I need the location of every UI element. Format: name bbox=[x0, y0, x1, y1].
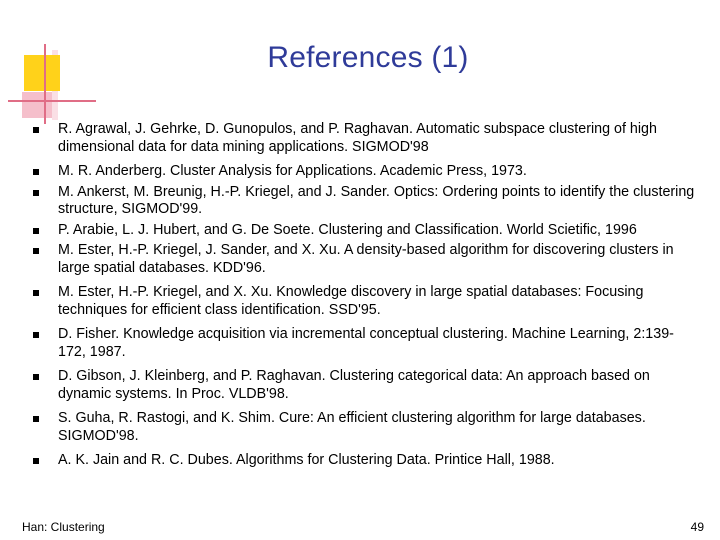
page-number: 49 bbox=[690, 520, 704, 534]
reference-text: M. R. Anderberg. Cluster Analysis for Applications. Academic Press, 1973. bbox=[58, 163, 527, 179]
reference-item bbox=[28, 368, 700, 403]
reference-item bbox=[28, 284, 700, 319]
reference-text: M. Ankerst, M. Breunig, H.-P. Kriegel, and J. Sander. Optics: Ordering points to identify the clustering structure, SIGMOD'99. bbox=[58, 183, 695, 217]
square-bullet-icon bbox=[33, 458, 39, 464]
square-bullet-icon bbox=[33, 290, 39, 296]
reference-text: M. Ester, H.-P. Kriegel, and X. Xu. Knowledge discovery in large spatial databases: Focusing techniques for efficient class identification. SSD'95. bbox=[58, 284, 644, 318]
reference-text: A. K. Jain and R. C. Dubes. Algorithms for Clustering Data. Printice Hall, 1988. bbox=[58, 452, 555, 468]
reference-item bbox=[28, 163, 700, 181]
slide-title: References (1) bbox=[267, 41, 469, 74]
reference-list bbox=[28, 121, 700, 477]
reference-text: R. Agrawal, J. Gehrke, D. Gunopulos, and P. Raghavan. Automatic subspace clustering of high dimensional data for data mining applications. SIGMOD'98 bbox=[58, 121, 657, 155]
reference-item bbox=[28, 326, 700, 361]
reference-text: M. Ester, H.-P. Kriegel, J. Sander, and X. Xu. A density-based algorithm for discovering clusters in large spatial databases. KDD'96. bbox=[58, 242, 674, 276]
reference-item bbox=[28, 184, 700, 219]
reference-item bbox=[28, 242, 700, 277]
square-bullet-icon bbox=[33, 190, 39, 196]
reference-text: P. Arabie, L. J. Hubert, and G. De Soete. Clustering and Classification. World Scietific, 1996 bbox=[58, 221, 637, 238]
reference-item bbox=[28, 222, 700, 240]
reference-item bbox=[28, 452, 700, 470]
square-bullet-icon bbox=[33, 416, 39, 422]
footer-label: Han: Clustering bbox=[22, 520, 105, 534]
square-bullet-icon bbox=[33, 127, 39, 133]
square-bullet-icon bbox=[33, 248, 39, 254]
reference-item bbox=[28, 121, 700, 156]
square-bullet-icon bbox=[33, 332, 39, 338]
reference-text: D. Gibson, J. Kleinberg, and P. Raghavan. Clustering categorical data: An approach based on dynamic systems. In Proc. VLDB'98. bbox=[58, 368, 650, 402]
reference-text: S. Guha, R. Rastogi, and K. Shim. Cure: An efficient clustering algorithm for large databases. SIGMOD'98. bbox=[58, 410, 646, 444]
square-bullet-icon bbox=[33, 228, 39, 234]
reference-text: D. Fisher. Knowledge acquisition via incremental conceptual clustering. Machine Learning, 2:139-172, 1987. bbox=[58, 326, 674, 360]
decorative-pink-square bbox=[22, 92, 52, 118]
square-bullet-icon bbox=[33, 169, 39, 175]
square-bullet-icon bbox=[33, 374, 39, 380]
reference-item bbox=[28, 410, 700, 445]
decorative-horizontal-line bbox=[8, 100, 96, 102]
